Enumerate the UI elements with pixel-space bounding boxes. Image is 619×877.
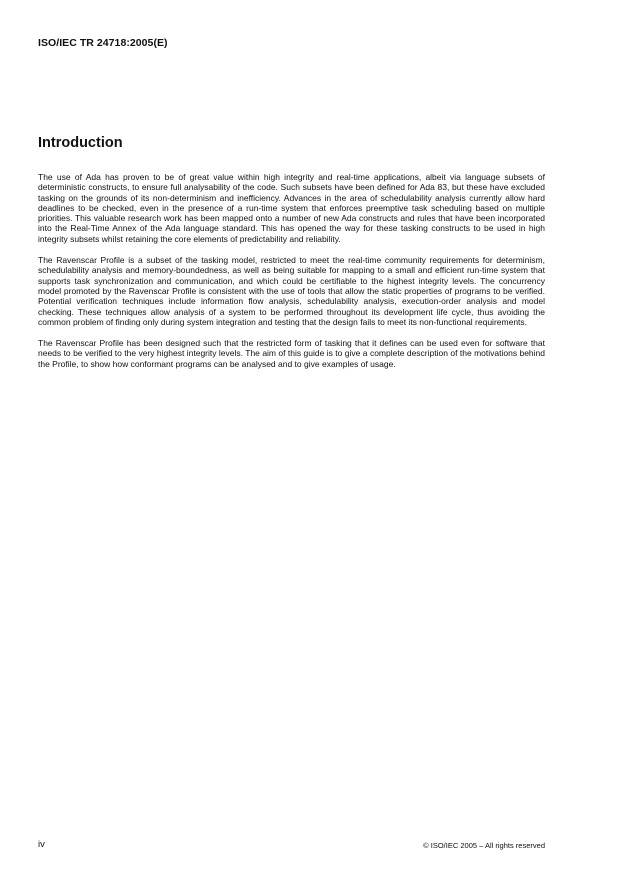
paragraph-intro-1: The use of Ada has proven to be of great value within high integrity and real-time applications, albeit via language subsets of deterministic constructs, to ensure full analysability of the code. Such subsets have been defined for Ada 83, but these have excluded tasking on the grounds of its non-determinism and inefficiency. Advances in the area of schedulability analysis currently allow hard deadlines to be checked, even in the presence of a run-time system that enforces preemptive task scheduling based on multiple priorities. This valuable research work has been mapped onto a number of new Ada constructs and rules that have been incorporated into the Real-Time Annex of the Ada language standard. This has opened the way for these tasking constructs to be used in high integrity subsets whilst retaining the core elements of predictability and reliability. — [38, 172, 545, 244]
paragraph-intro-3: The Ravenscar Profile has been designed such that the restricted form of tasking that it defines can be used even for software that needs to be verified to the very highest integrity levels. The aim of this guide is to give a complete description of the motivations behind the Profile, to show how conformant programs can be analysed and to give examples of usage. — [38, 338, 545, 369]
paragraph-intro-2: The Ravenscar Profile is a subset of the tasking model, restricted to meet the real-time community requirements for determinism, schedulability analysis and memory-boundedness, as well as being suitable for mapping to a small and efficient run-time system that supports task synchronization and communication, and which could be certifiable to the highest integrity levels. The concurrency model promoted by the Ravenscar Profile is consistent with the use of tools that allow the static properties of programs to be verified. Potential verification techniques include information flow analysis, schedulability analysis, execution-order analysis and model checking. These techniques allow analysis of a system to be performed throughout its development life cycle, thus avoiding the common problem of finding only during system integration and testing that the design fails to meet its non-functional requirements. — [38, 255, 545, 327]
page-number: iv — [38, 839, 45, 850]
section-body — [38, 172, 545, 380]
section-title: Introduction — [38, 135, 123, 151]
copyright-notice: © ISO/IEC 2005 – All rights reserved — [423, 841, 545, 850]
document-id-header: ISO/IEC TR 24718:2005(E) — [38, 37, 168, 49]
